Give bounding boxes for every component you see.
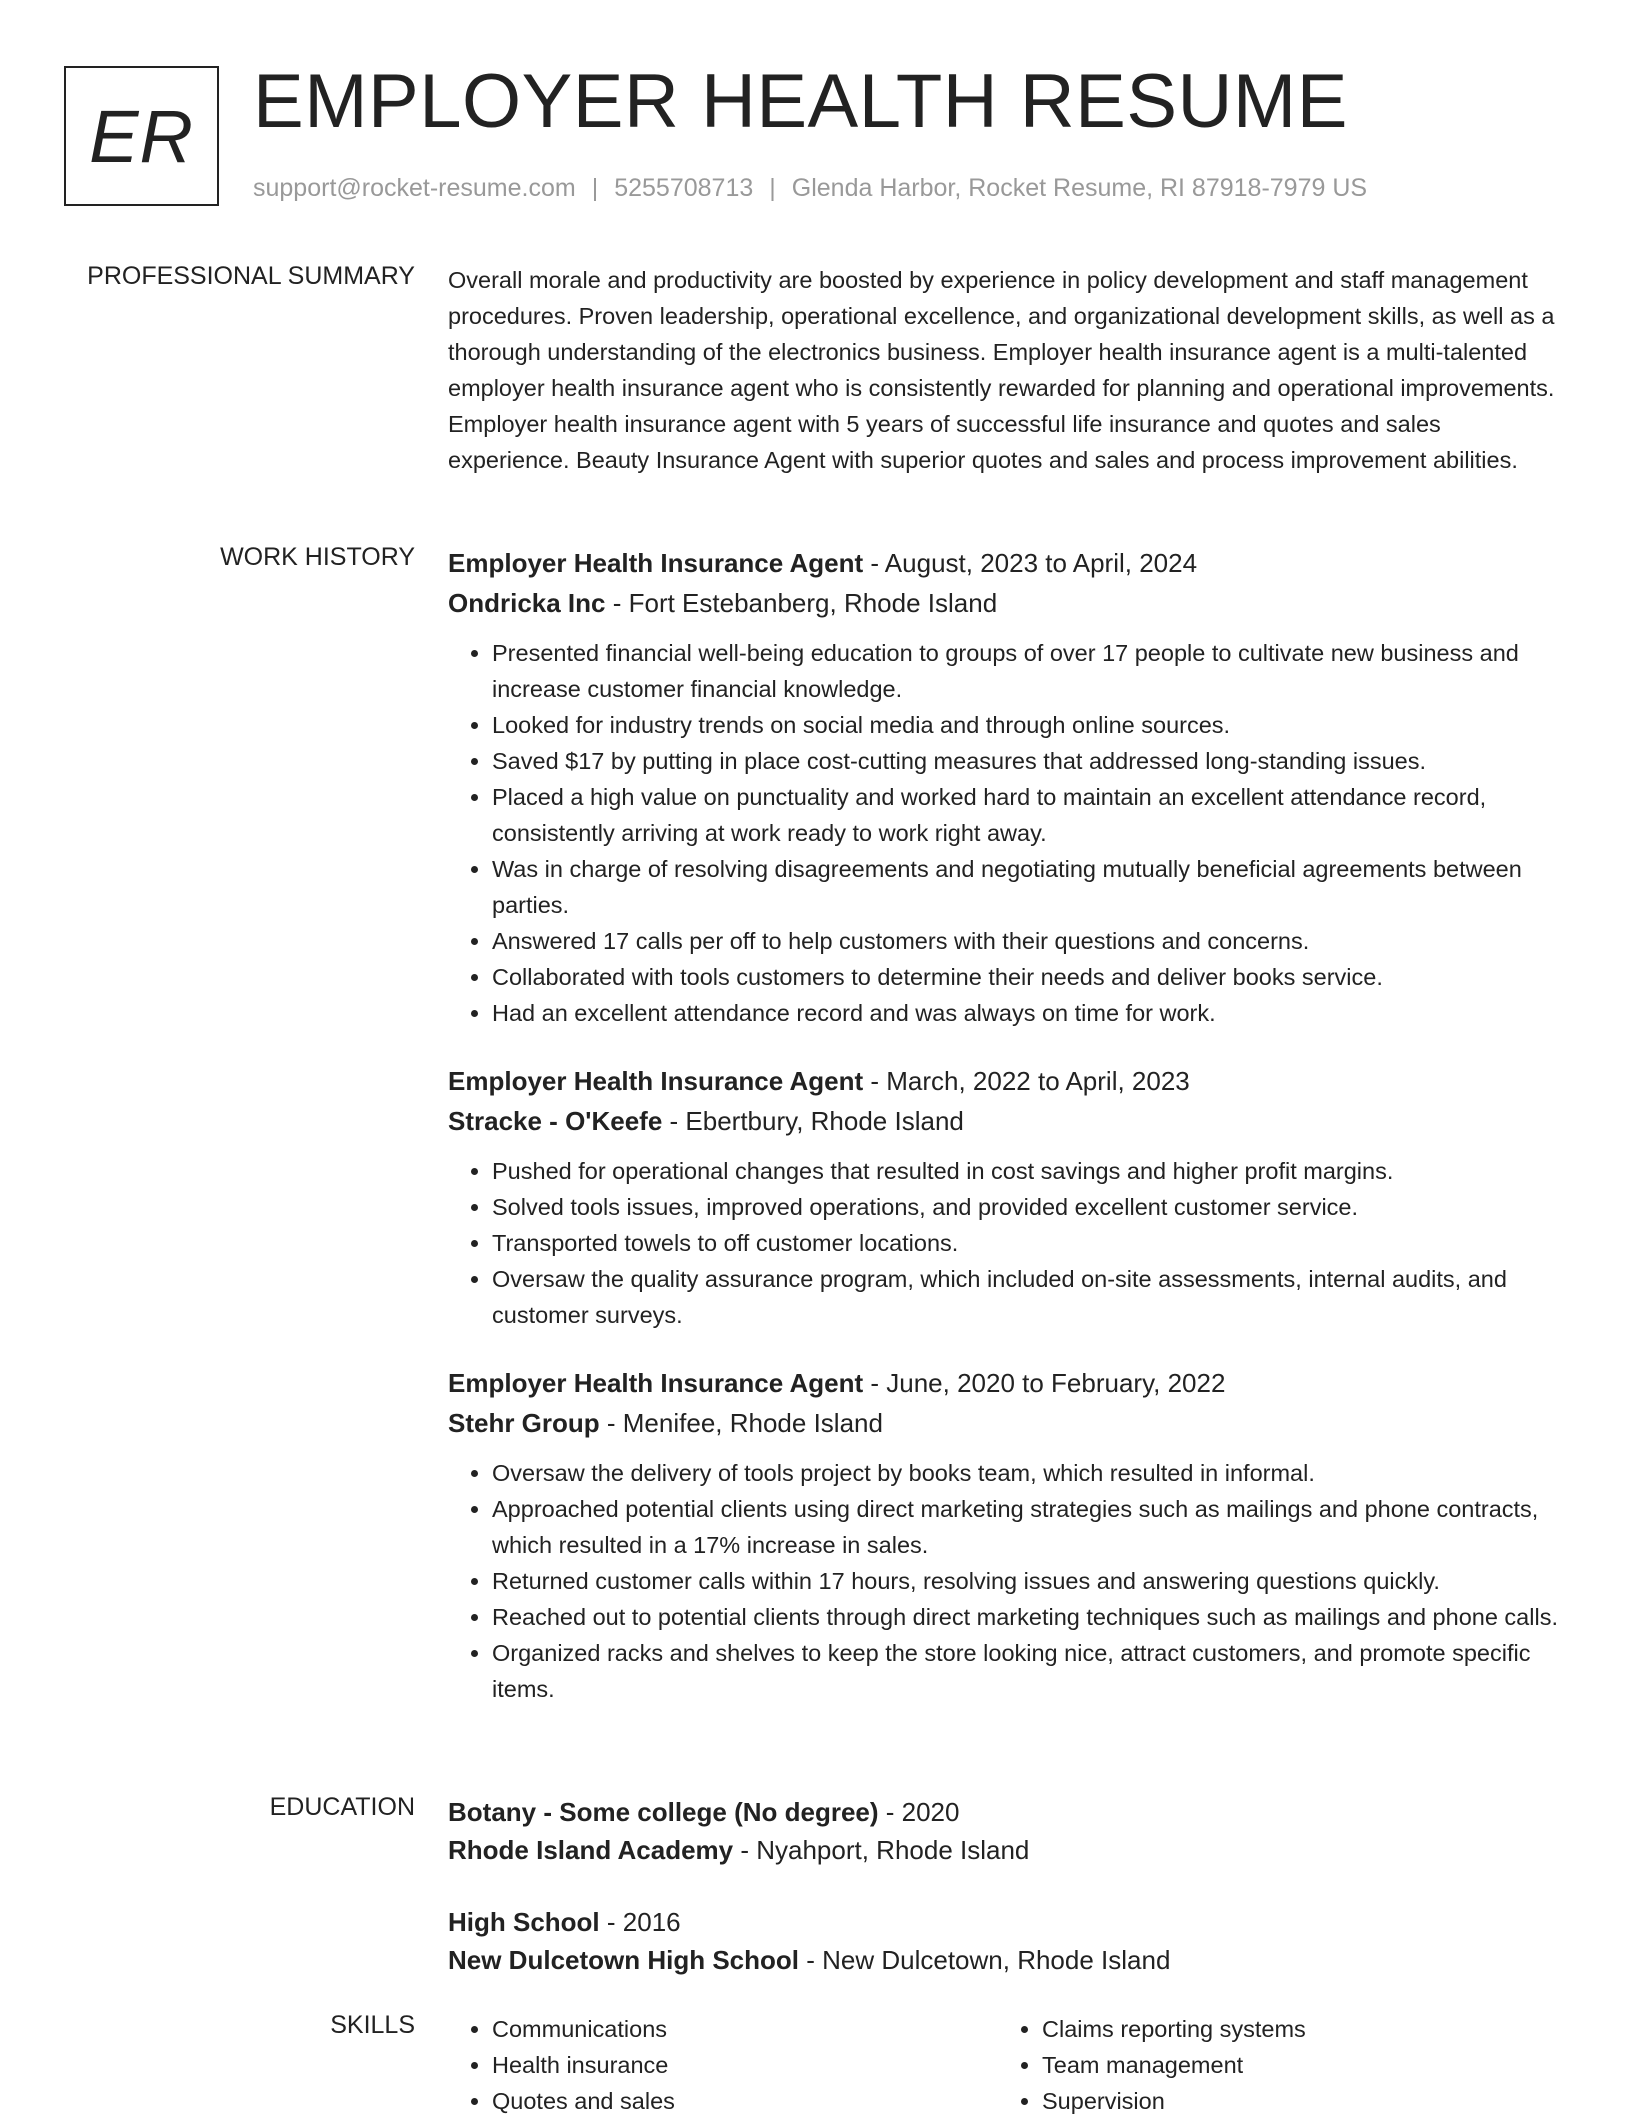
education-school-line — [448, 1941, 1566, 1979]
education-school: Rhode Island Academy — [448, 1835, 734, 1865]
job-company: Stracke - O'Keefe — [448, 1106, 663, 1136]
job-entry — [448, 1363, 1566, 1707]
skill-item: • Health insurance — [492, 2047, 998, 2083]
education-degree-line — [448, 1903, 1566, 1941]
education-school: New Dulcetown High School — [448, 1945, 800, 1975]
job-bullet: • Placed a high value on punctuality and worked hard to maintain an excellent attendance record, consistently arriving at work ready to work right away. — [492, 779, 1566, 851]
education-location: - Nyahport, Rhode Island — [733, 1835, 1030, 1865]
job-company-line — [448, 1101, 1566, 1141]
education-degree-line — [448, 1793, 1566, 1831]
contact-address: Glenda Harbor, Rocket Resume, RI 87918-7979 US — [791, 174, 1368, 202]
section-title-education: EDUCATION — [269, 1793, 415, 1821]
job-bullet: • Organized racks and shelves to keep the store looking nice, attract customers, and promote specific items. — [492, 1635, 1566, 1707]
education-entry — [448, 1903, 1566, 1979]
job-bullets — [448, 1455, 1566, 1707]
job-bullet: • Collaborated with tools customers to determine their needs and deliver books service. — [492, 959, 1566, 995]
job-bullet: • Presented financial well-being education to groups of over 17 people to cultivate new business and increase customer financial knowledge. — [492, 635, 1566, 707]
skill-item: • Team management — [1042, 2047, 1548, 2083]
job-entry — [448, 543, 1566, 1031]
job-bullets — [448, 635, 1566, 1031]
job-bullet: • Pushed for operational changes that resulted in cost savings and higher profit margins. — [492, 1153, 1566, 1189]
skills-columns — [448, 2011, 1566, 2119]
job-bullet: • Had an excellent attendance record and was always on time for work. — [492, 995, 1566, 1031]
skill-item: • Claims reporting systems — [1042, 2011, 1548, 2047]
contact-separator: | — [591, 174, 599, 202]
job-location: - Ebertbury, Rhode Island — [662, 1106, 964, 1136]
skill-item: • Supervision — [1042, 2083, 1548, 2119]
contact-email[interactable]: support@rocket-resume.com — [253, 174, 576, 202]
monogram-logo — [64, 66, 219, 206]
education-school-line — [448, 1831, 1566, 1869]
job-bullet: • Reached out to potential clients through direct marketing techniques such as mailings and phone calls. — [492, 1599, 1566, 1635]
summary-text: Overall morale and productivity are boosted by experience in policy development and staff management procedures. Proven leadership, operational excellence, and organizational development skills, as well as a thorough understanding of the electronics business. Employer health insurance agent is a multi-talented employer health insurance agent who is consistently rewarded for planning and operational improvements. Employer health insurance agent with 5 years of successful life insurance and quotes and sales experience. Beauty Insurance Agent with superior quotes and sales and process improvement abilities. — [448, 267, 1555, 473]
education-degree: High School — [448, 1907, 600, 1937]
resume-title: EMPLOYER HEALTH RESUME — [253, 59, 1348, 144]
job-bullet: • Oversaw the quality assurance program, which included on-site assessments, internal audits, and customer surveys. — [492, 1261, 1566, 1333]
job-bullet: • Oversaw the delivery of tools project by books team, which resulted in informal. — [492, 1455, 1566, 1491]
job-bullet: • Transported towels to off customer locations. — [492, 1225, 1566, 1261]
job-dates: - June, 2020 to February, 2022 — [863, 1368, 1226, 1398]
skill-item: • Quotes and sales — [492, 2083, 998, 2119]
job-company: Stehr Group — [448, 1408, 600, 1438]
job-dates: - August, 2023 to April, 2024 — [863, 548, 1198, 578]
job-bullet: • Returned customer calls within 17 hours, resolving issues and answering questions quickly. — [492, 1563, 1566, 1599]
contact-line — [253, 174, 1367, 203]
contact-phone[interactable]: 5255708713 — [614, 174, 754, 202]
job-dates: - March, 2022 to April, 2023 — [863, 1066, 1190, 1096]
monogram-text: ER — [89, 94, 194, 178]
education-year: - 2020 — [878, 1797, 960, 1827]
skills-column-right — [998, 2011, 1548, 2119]
job-location: - Fort Estebanberg, Rhode Island — [605, 588, 998, 618]
job-bullet: • Was in charge of resolving disagreements and negotiating mutually beneficial agreements between parties. — [492, 851, 1566, 923]
job-role: Employer Health Insurance Agent — [448, 1066, 864, 1096]
job-role: Employer Health Insurance Agent — [448, 548, 864, 578]
job-bullet: • Solved tools issues, improved operations, and provided excellent customer service. — [492, 1189, 1566, 1225]
section-title-work-history: WORK HISTORY — [220, 543, 415, 571]
job-role-line — [448, 543, 1566, 583]
job-bullet: • Saved $17 by putting in place cost-cutting measures that addressed long-standing issues. — [492, 743, 1566, 779]
education-year: - 2016 — [599, 1907, 681, 1937]
job-company-line — [448, 583, 1566, 623]
job-bullet: • Answered 17 calls per off to help customers with their questions and concerns. — [492, 923, 1566, 959]
job-bullets — [448, 1153, 1566, 1333]
section-title-summary: PROFESSIONAL SUMMARY — [87, 262, 415, 290]
job-role-line — [448, 1061, 1566, 1101]
job-role: Employer Health Insurance Agent — [448, 1368, 864, 1398]
work-history-list — [448, 543, 1566, 1737]
education-degree: Botany - Some college (No degree) — [448, 1797, 879, 1827]
contact-separator: | — [769, 174, 776, 202]
education-entry — [448, 1793, 1566, 1869]
job-bullet: • Looked for industry trends on social media and through online sources. — [492, 707, 1566, 743]
job-company: Ondricka Inc — [448, 588, 606, 618]
job-bullet: • Approached potential clients using direct marketing strategies such as mailings and phone contracts, which resulted in a 17% increase in sales. — [492, 1491, 1566, 1563]
section-title-skills: SKILLS — [330, 2011, 415, 2039]
skills-column-left — [448, 2011, 998, 2119]
education-list — [448, 1793, 1566, 2013]
education-location: - New Dulcetown, Rhode Island — [799, 1945, 1171, 1975]
job-role-line — [448, 1363, 1566, 1403]
job-location: - Menifee, Rhode Island — [599, 1408, 883, 1438]
job-company-line — [448, 1403, 1566, 1443]
job-entry — [448, 1061, 1566, 1333]
skill-item: • Communications — [492, 2011, 998, 2047]
